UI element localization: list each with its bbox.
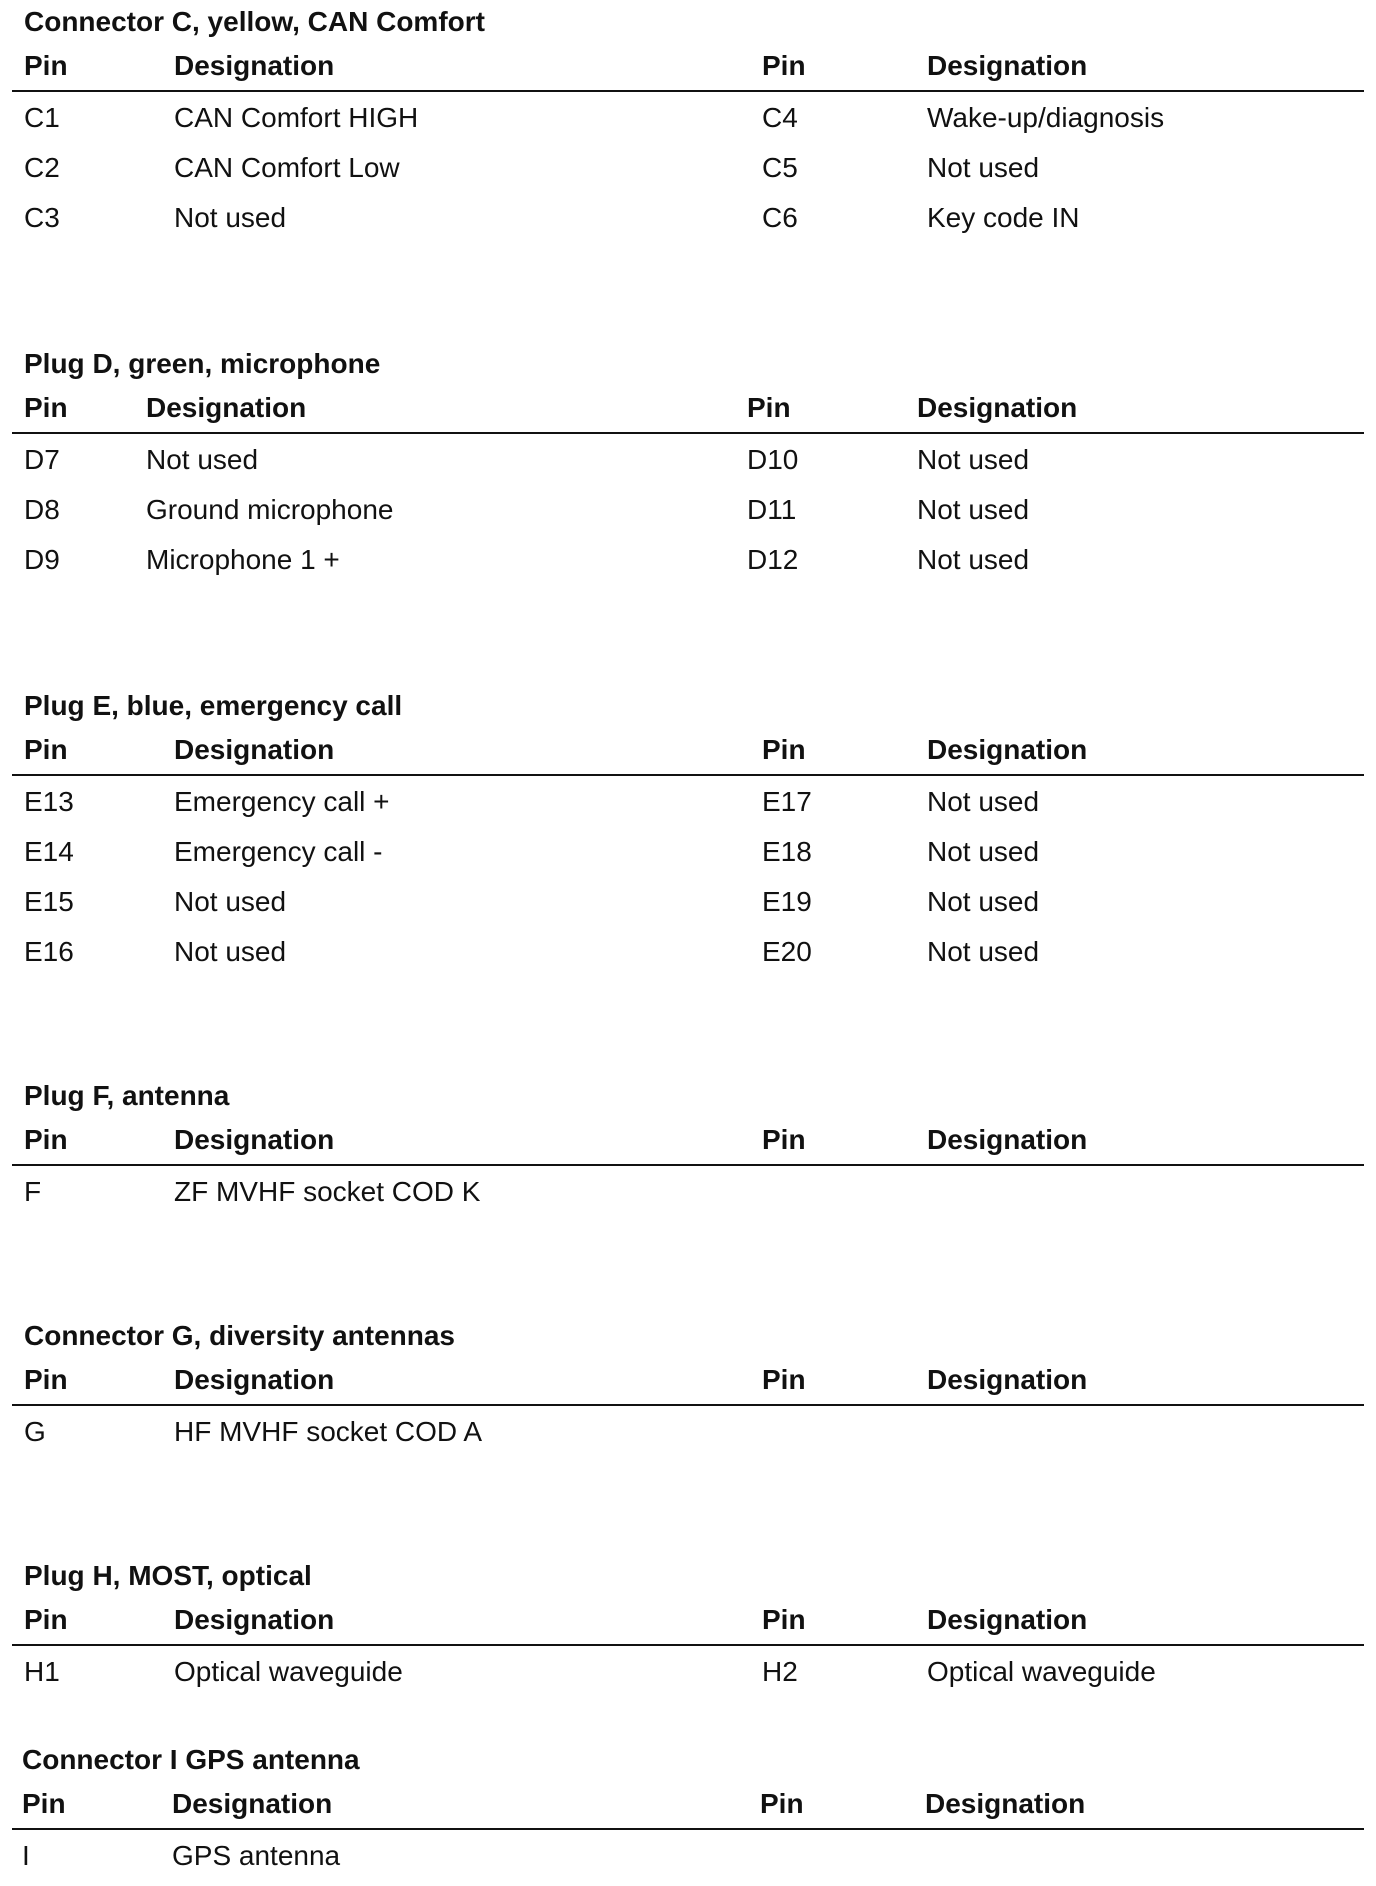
header-pin: Pin xyxy=(762,50,806,81)
designation-cell: ZF MVHF socket COD K xyxy=(174,1176,481,1207)
pin-cell: C4 xyxy=(762,102,798,133)
pin-cell: E15 xyxy=(24,886,74,917)
pin-cell: D10 xyxy=(747,444,799,475)
header-designation: Designation xyxy=(174,50,335,81)
designation-cell: Not used xyxy=(927,936,1040,967)
header-designation: Designation xyxy=(927,1364,1088,1395)
section-title: Connector C, yellow, CAN Comfort xyxy=(24,6,485,37)
designation-cell: Not used xyxy=(917,494,1030,525)
header-designation: Designation xyxy=(174,1604,335,1635)
header-rule xyxy=(12,1404,1364,1406)
header-pin: Pin xyxy=(22,1788,66,1819)
pin-cell: D12 xyxy=(747,544,799,575)
section-title: Connector I GPS antenna xyxy=(22,1744,360,1775)
section-title: Plug F, antenna xyxy=(24,1080,230,1111)
header-pin: Pin xyxy=(747,392,791,423)
header-pin: Pin xyxy=(24,50,68,81)
pin-cell: H1 xyxy=(24,1656,60,1687)
designation-cell: Not used xyxy=(917,544,1030,575)
designation-cell: CAN Comfort HIGH xyxy=(174,102,419,133)
pin-cell: C2 xyxy=(24,152,60,183)
header-rule xyxy=(12,1164,1364,1166)
header-pin: Pin xyxy=(24,1124,68,1155)
section-title: Plug D, green, microphone xyxy=(24,348,381,379)
pin-cell: C1 xyxy=(24,102,60,133)
section-title: Connector G, diversity antennas xyxy=(24,1320,455,1351)
pin-cell: C6 xyxy=(762,202,798,233)
header-designation: Designation xyxy=(927,1604,1088,1635)
header-designation: Designation xyxy=(174,1364,335,1395)
header-pin: Pin xyxy=(24,1604,68,1635)
header-designation: Designation xyxy=(917,392,1078,423)
section-title: Plug H, MOST, optical xyxy=(24,1560,312,1591)
pin-cell: E13 xyxy=(24,786,74,817)
designation-cell: Ground microphone xyxy=(146,494,394,525)
header-pin: Pin xyxy=(24,392,68,423)
designation-cell: CAN Comfort Low xyxy=(174,152,400,183)
designation-cell: Key code IN xyxy=(927,202,1080,233)
header-rule xyxy=(12,432,1364,434)
pin-cell: C5 xyxy=(762,152,798,183)
header-rule xyxy=(12,774,1364,776)
pin-cell: E19 xyxy=(762,886,812,917)
pin-cell: F xyxy=(24,1176,42,1207)
header-designation: Designation xyxy=(927,50,1088,81)
pin-cell: D8 xyxy=(24,494,60,525)
designation-cell: Optical waveguide xyxy=(927,1656,1156,1687)
section-title: Plug E, blue, emergency call xyxy=(24,690,403,721)
pin-cell: E16 xyxy=(24,936,74,967)
pin-cell: C3 xyxy=(24,202,60,233)
header-pin: Pin xyxy=(24,1364,68,1395)
header-pin: Pin xyxy=(24,734,68,765)
pin-cell: E20 xyxy=(762,936,812,967)
pin-cell: D9 xyxy=(24,544,60,575)
designation-cell: Wake-up/diagnosis xyxy=(927,102,1165,133)
header-designation: Designation xyxy=(174,1124,335,1155)
pin-cell: D11 xyxy=(747,494,797,525)
designation-cell: Not used xyxy=(927,152,1040,183)
header-designation: Designation xyxy=(927,734,1088,765)
designation-cell: Not used xyxy=(174,202,287,233)
header-designation: Designation xyxy=(174,734,335,765)
designation-cell: Not used xyxy=(927,886,1040,917)
designation-cell: Microphone 1 + xyxy=(146,544,340,575)
pin-cell: D7 xyxy=(24,444,60,475)
pin-cell: E14 xyxy=(24,836,74,867)
header-rule xyxy=(12,1644,1364,1646)
pin-cell: G xyxy=(24,1416,46,1447)
designation-cell: HF MVHF socket COD A xyxy=(174,1416,483,1447)
header-pin: Pin xyxy=(760,1788,804,1819)
designation-cell: Emergency call - xyxy=(174,836,383,867)
pin-cell: H2 xyxy=(762,1656,798,1687)
header-designation: Designation xyxy=(146,392,307,423)
header-pin: Pin xyxy=(762,734,806,765)
designation-cell: Optical waveguide xyxy=(174,1656,403,1687)
header-rule xyxy=(12,90,1364,92)
header-rule xyxy=(12,1828,1364,1830)
pin-cell: I xyxy=(22,1840,30,1871)
pin-cell: E18 xyxy=(762,836,812,867)
pin-cell: E17 xyxy=(762,786,812,817)
header-designation: Designation xyxy=(172,1788,333,1819)
designation-cell: Emergency call + xyxy=(174,786,390,817)
header-designation: Designation xyxy=(927,1124,1088,1155)
designation-cell: Not used xyxy=(174,886,287,917)
designation-cell: Not used xyxy=(917,444,1030,475)
designation-cell: Not used xyxy=(927,786,1040,817)
designation-cell: Not used xyxy=(146,444,259,475)
designation-cell: Not used xyxy=(174,936,287,967)
header-pin: Pin xyxy=(762,1124,806,1155)
header-pin: Pin xyxy=(762,1604,806,1635)
designation-cell: Not used xyxy=(927,836,1040,867)
header-designation: Designation xyxy=(925,1788,1086,1819)
designation-cell: GPS antenna xyxy=(172,1840,341,1871)
header-pin: Pin xyxy=(762,1364,806,1395)
